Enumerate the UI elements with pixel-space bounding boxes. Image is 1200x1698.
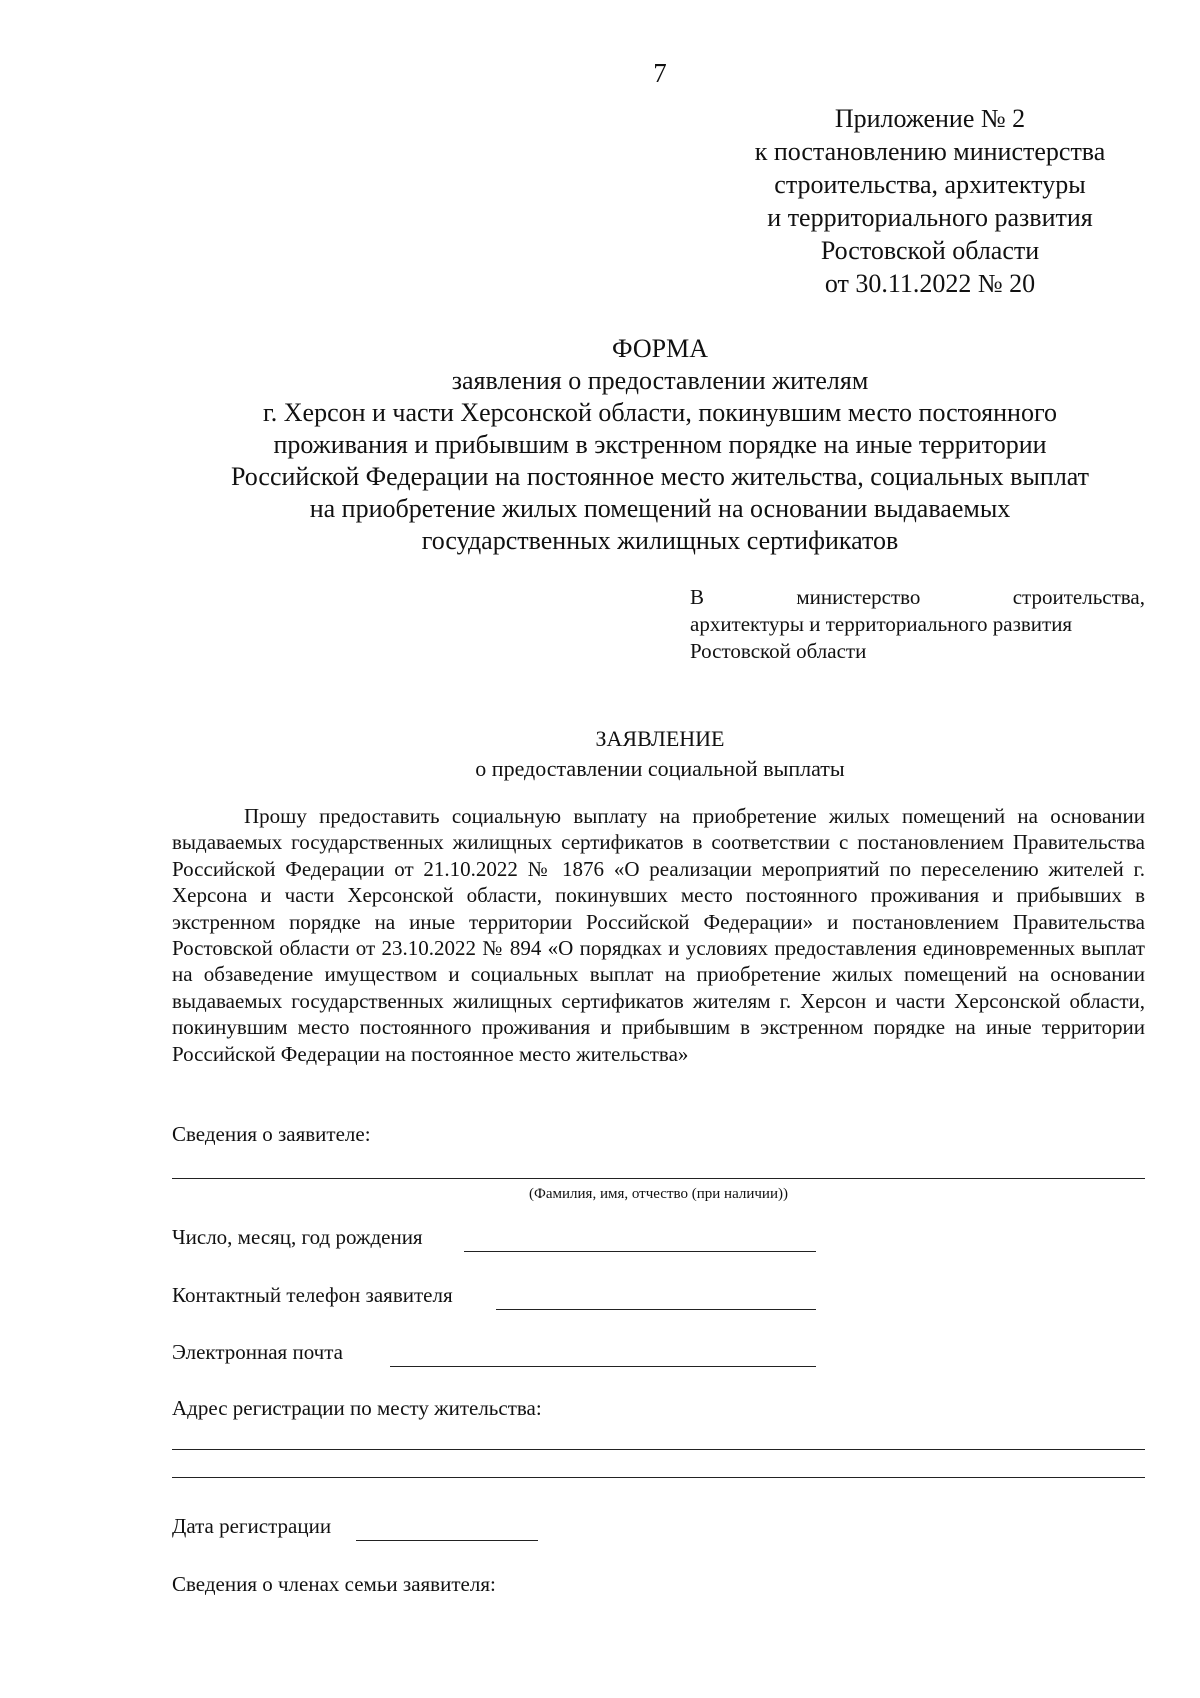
address-label: Адрес регистрации по месту жительства:: [172, 1396, 542, 1420]
appendix-line: Приложение № 2: [834, 104, 1026, 133]
birth-date-label: Число, месяц, год рождения: [172, 1225, 423, 1249]
registration-date-label: Дата регистрации: [172, 1514, 332, 1538]
addressee-line-1: [690, 584, 1145, 611]
birth-date-input-line[interactable]: [464, 1251, 816, 1252]
form-title-line: на приобретение жилых помещений на основании выдаваемых: [309, 494, 1011, 523]
form-heading: ФОРМА: [612, 334, 708, 363]
addressee-word: В: [690, 585, 705, 609]
email-input-line[interactable]: [390, 1366, 816, 1367]
address-input-line-1[interactable]: [172, 1449, 1145, 1450]
appendix-line: к постановлению министерства: [754, 137, 1106, 166]
family-info-label: Сведения о членах семьи заявителя:: [172, 1572, 496, 1596]
addressee-block: [690, 584, 1145, 665]
statement-body: Прошу предоставить социальную выплату на приобретение жилых помещений на основании выдаваемых государственных жилищных сертификатов в соответствии с постановлением Правительства Российской Федерации от 21.10.2022 № 1876 «О реализации мероприятий по переселению жителей г. Херсона и части Херсонской области, покинувших место постоянного проживания и прибывших в экстренном порядке на иные территории Российской Федерации» и постановлением Правительства Ростовской области от 23.10.2022 № 894 «О порядках и условиях предоставления единовременных выплат на обзаведение имуществом и социальных выплат на приобретение жилых помещений на основании выдаваемых государственных жилищных сертификатов жителям г. Херсон и части Херсонской области, покинувшим место постоянного проживания и прибывшим в экстренном порядке на иные территории Российской Федерации на постоянное место жительства»: [172, 804, 1145, 1066]
form-title-line: государственных жилищных сертификатов: [421, 526, 899, 555]
statement-title: ЗАЯВЛЕНИЕ: [595, 726, 725, 751]
addressee-line-2: архитектуры и территориального развития: [690, 612, 1073, 636]
form-title-block: [160, 333, 1160, 557]
form-title-line: Российской Федерации на постоянное место жительства, социальных выплат: [230, 462, 1090, 491]
appendix-line: Ростовской области: [820, 236, 1040, 265]
applicant-info-label: Сведения о заявителе:: [172, 1122, 371, 1146]
name-input-line[interactable]: [172, 1178, 1145, 1179]
address-input-line-2[interactable]: [172, 1477, 1145, 1478]
name-hint: (Фамилия, имя, отчество (при наличии)): [529, 1186, 788, 1202]
email-label: Электронная почта: [172, 1340, 343, 1364]
statement-title-block: [160, 724, 1160, 784]
addressee-word: строительства,: [1012, 585, 1145, 609]
appendix-line: от 30.11.2022 № 20: [824, 269, 1036, 298]
addressee-line-3: Ростовской области: [690, 639, 867, 663]
appendix-line: и территориального развития: [767, 203, 1093, 232]
appendix-line: строительства, архитектуры: [774, 170, 1086, 199]
statement-subtitle: о предоставлении социальной выплаты: [475, 756, 845, 781]
phone-input-line[interactable]: [496, 1309, 816, 1310]
form-title-line: г. Херсон и части Херсонской области, покинувшим место постоянного: [263, 398, 1057, 427]
form-title-line: проживания и прибывшим в экстренном порядке на иные территории: [273, 430, 1047, 459]
appendix-block: [730, 102, 1130, 300]
addressee-word: министерство: [796, 585, 921, 609]
phone-label: Контактный телефон заявителя: [172, 1283, 453, 1307]
form-title-line: заявления о предоставлении жителям: [451, 366, 869, 395]
registration-date-input-line[interactable]: [356, 1540, 538, 1541]
page-number: 7: [653, 58, 667, 88]
